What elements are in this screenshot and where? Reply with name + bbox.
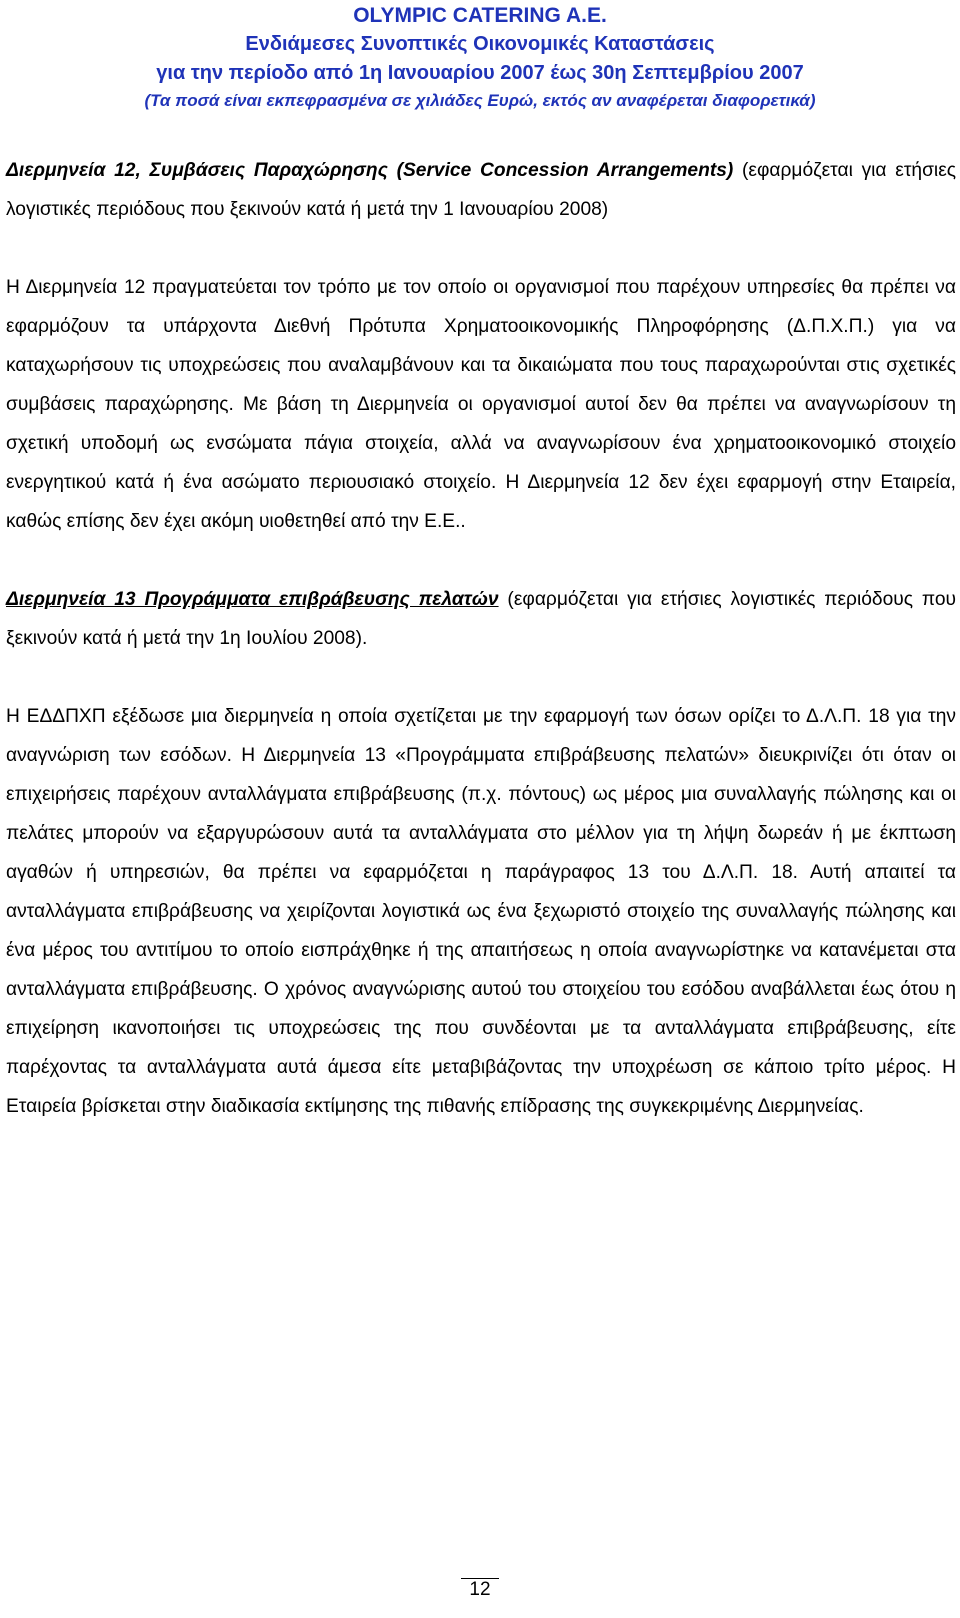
statement-period: για την περίοδο από 1η Ιανουαρίου 2007 έως 30η Σεπτεμβρίου 2007: [156, 62, 804, 84]
paragraph-spacer: [6, 229, 956, 268]
ifric13-heading-paragraph: [6, 580, 956, 658]
document-header: [0, 2, 960, 114]
ifric12-body: Η Διερμηνεία 12 πραγματεύεται τον τρόπο με τον οποίο οι οργανισμοί που παρέχουν υπηρεσίες θα πρέπει να εφαρμόζουν τα υπάρχοντα Διεθνή Πρότυπα Χρηματοοικονομικής Πληροφόρησης (Δ.Π.Χ.Π.) για να καταχωρήσουν τις υποχρεώσεις που αναλαμβάνουν και τα δικαιώματα που τους παραχωρούνται στις σχετικές συμβάσεις παραχώρησης. Με βάση τη Διερμηνεία οι οργανισμοί αυτοί δεν θα πρέπει να αναγνωρίσουν τη σχετική υποδομή ως ενσώματα πάγια στοιχεία, αλλά να αναγνωρίσουν ένα χρηματοοικονομικό στοιχείο ενεργητικού κατά ή ένα ασώματο περιουσιακό στοιχείο. Η Διερμηνεία 12 δεν έχει εφαρμογή στην Εταιρεία, καθώς επίσης δεν έχει ακόμη υιοθετηθεί από την Ε.Ε..: [6, 277, 956, 532]
ifric12-effective-note: (εφαρμόζεται για ετήσιες λογιστικές περιόδους που ξεκινούν κατά ή μετά την 1 Ιανουαρίου 2008): [6, 160, 956, 220]
document-body: [6, 151, 956, 1126]
page-number-footer: [0, 1578, 960, 1602]
ifric13-effective-note: (εφαρμόζεται για ετήσιες λογιστικές περιόδους που ξεκινούν κατά ή μετά την 1η Ιουλίου 2008).: [6, 589, 956, 649]
paragraph-spacer: [6, 541, 956, 580]
statement-title: Ενδιάμεσες Συνοπτικές Οικονομικές Καταστάσεις: [245, 33, 715, 55]
ifric13-body: Η ΕΔΔΠΧΠ εξέδωσε μια διερμηνεία η οποία σχετίζεται με την εφαρμογή των όσων ορίζει το Δ.Λ.Π. 18 για την αναγνώριση των εσόδων. Η Διερμηνεία 13 «Προγράμματα επιβράβευσης πελατών» διευκρινίζει ότι όταν οι επιχειρήσεις παρέχουν ανταλλάγματα επιβράβευσης (π.χ. πόντους) ως μέρος μια συναλλαγής πώλησης και οι πελάτες μπορούν να εξαργυρώσουν αυτά τα ανταλλάγματα στο μέλλον για τη λήψη δωρεάν ή με έκπτωση αγαθών ή υπηρεσιών, θα πρέπει να εφαρμόζεται η παράγραφος 13 του Δ.Λ.Π. 18. Αυτή απαιτεί τα ανταλλάγματα επιβράβευσης να χειρίζονται λογιστικά ως ένα ξεχωριστό στοιχείο της συναλλαγής πώλησης και ένα μέρος του αντιτίμου το οποίο εισπράχθηκε ή της απαιτήσεως η οποία αναγνωρίστηκε να κατανέμεται στα ανταλλάγματα επιβράβευσης. Ο χρόνος αναγνώρισης αυτού του στοιχείου του εσόδου αναβάλλεται έως ότου η επιχείρηση ικανοποιήσει τις υποχρεώσεις της που συνδέονται με τα ανταλλάγματα επιβράβευσης, είτε παρέχοντας τα ανταλλάγματα αυτά άμεσα είτε μεταβιβάζοντας την υποχρέωση σε κάποιο τρίτο μέρος. Η Εταιρεία βρίσκεται στην διαδικασία εκτίμησης της πιθανής επίδρασης της συγκεκριμένης Διερμηνείας.: [6, 706, 956, 1117]
page-number: 12: [461, 1578, 498, 1600]
ifric12-heading-paragraph: [6, 151, 956, 229]
currency-note: (Τα ποσά είναι εκπεφρασμένα σε χιλιάδες Ευρώ, εκτός αν αναφέρεται διαφορετικά): [144, 91, 816, 110]
company-name: OLYMPIC CATERING A.E.: [353, 4, 607, 27]
ifric12-heading: Διερμηνεία 12, Συμβάσεις Παραχώρησης (Service Concession Arrangements): [6, 160, 734, 181]
paragraph-spacer: [6, 658, 956, 697]
ifric13-heading: Διερμηνεία 13 Προγράμματα επιβράβευσης πελατών: [6, 589, 499, 610]
